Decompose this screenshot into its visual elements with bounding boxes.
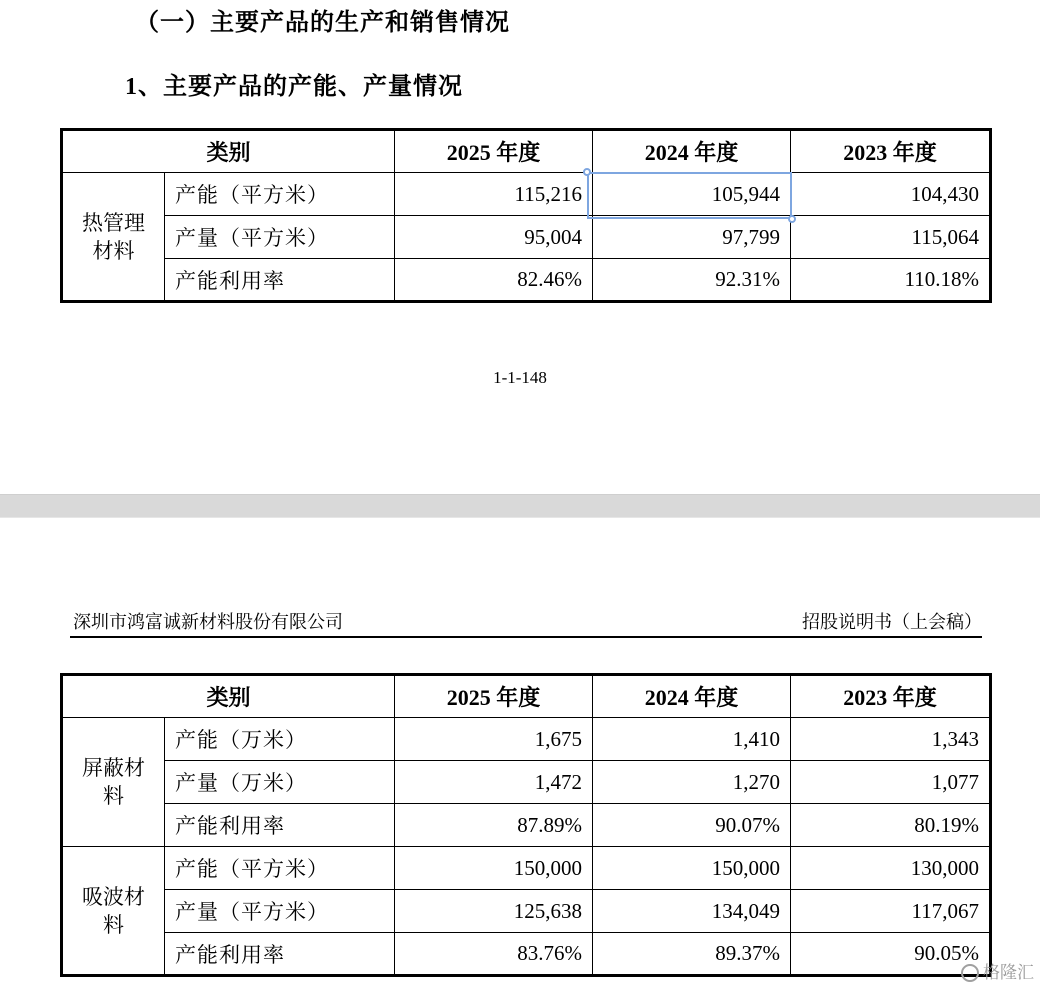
header-category: 类别 [62, 130, 395, 173]
page-separator [0, 494, 1040, 518]
table-row [62, 804, 991, 847]
value-2025[interactable]: 82.46% [395, 259, 593, 302]
category-cell: 热管理材料 [62, 173, 165, 302]
value-2024[interactable]: 97,799 [593, 216, 791, 259]
value-2023[interactable]: 1,343 [791, 718, 991, 761]
item-cell: 产能利用率 [165, 259, 395, 302]
value-2023[interactable]: 80.19% [791, 804, 991, 847]
table-row [62, 890, 991, 933]
value-2024[interactable]: 150,000 [593, 847, 791, 890]
table-row [62, 718, 991, 761]
cell-selection-box[interactable] [587, 172, 792, 219]
company-header: 深圳市鸿富诚新材料股份有限公司 [73, 612, 343, 632]
value-2025[interactable]: 83.76% [395, 933, 593, 976]
header-2025: 2025 年度 [395, 130, 593, 173]
value-2023[interactable]: 117,067 [791, 890, 991, 933]
header-2023: 2023 年度 [791, 675, 991, 718]
item-cell: 产能（万米） [165, 718, 395, 761]
item-cell: 产量（万米） [165, 761, 395, 804]
item-cell: 产能利用率 [165, 933, 395, 976]
item-cell: 产量（平方米） [165, 216, 395, 259]
capacity-table-1 [60, 128, 992, 303]
value-2025[interactable]: 115,216 [395, 173, 593, 216]
header-2024: 2024 年度 [593, 130, 791, 173]
header-category: 类别 [62, 675, 395, 718]
watermark [961, 958, 1034, 983]
section-title: （一）主要产品的生产和销售情况 [135, 10, 510, 36]
value-2024[interactable]: 90.07% [593, 804, 791, 847]
value-2023[interactable]: 104,430 [791, 173, 991, 216]
value-2024[interactable]: 92.31% [593, 259, 791, 302]
selection-handle[interactable] [788, 215, 796, 223]
value-2024[interactable]: 134,049 [593, 890, 791, 933]
capacity-table-2 [60, 673, 992, 977]
doc-type-header: 招股说明书（上会稿） [802, 612, 982, 632]
header-2024: 2024 年度 [593, 675, 791, 718]
table-row [62, 847, 991, 890]
subsection-title: 1、主要产品的产能、产量情况 [125, 74, 463, 100]
header-rule [70, 636, 982, 638]
value-2025[interactable]: 95,004 [395, 216, 593, 259]
value-2023[interactable]: 110.18% [791, 259, 991, 302]
value-2023[interactable]: 130,000 [791, 847, 991, 890]
selection-handle[interactable] [583, 168, 591, 176]
category-cell: 吸波材料 [62, 847, 165, 976]
watermark-text: 格隆汇 [983, 963, 1034, 983]
table-row [62, 216, 991, 259]
table-row [62, 933, 991, 976]
header-2025: 2025 年度 [395, 675, 593, 718]
watermark-logo-icon [961, 964, 979, 982]
category-cell: 屏蔽材料 [62, 718, 165, 847]
header-2023: 2023 年度 [791, 130, 991, 173]
value-2024[interactable]: 89.37% [593, 933, 791, 976]
item-cell: 产能（平方米） [165, 847, 395, 890]
value-2023[interactable]: 1,077 [791, 761, 991, 804]
table-header-row [62, 130, 991, 173]
table-row [62, 761, 991, 804]
item-cell: 产能利用率 [165, 804, 395, 847]
value-2025[interactable]: 125,638 [395, 890, 593, 933]
value-2023[interactable]: 115,064 [791, 216, 991, 259]
value-2025[interactable]: 87.89% [395, 804, 593, 847]
table-row [62, 173, 991, 216]
value-2024[interactable]: 1,410 [593, 718, 791, 761]
item-cell: 产能（平方米） [165, 173, 395, 216]
value-2025[interactable]: 150,000 [395, 847, 593, 890]
table-row [62, 259, 991, 302]
value-2024[interactable]: 1,270 [593, 761, 791, 804]
item-cell: 产量（平方米） [165, 890, 395, 933]
value-2025[interactable]: 1,675 [395, 718, 593, 761]
value-2025[interactable]: 1,472 [395, 761, 593, 804]
page-number: 1-1-148 [493, 368, 547, 387]
value-2023[interactable]: 90.05% [791, 933, 991, 976]
value-2024[interactable]: 105,944 [593, 173, 791, 216]
table-header-row [62, 675, 991, 718]
